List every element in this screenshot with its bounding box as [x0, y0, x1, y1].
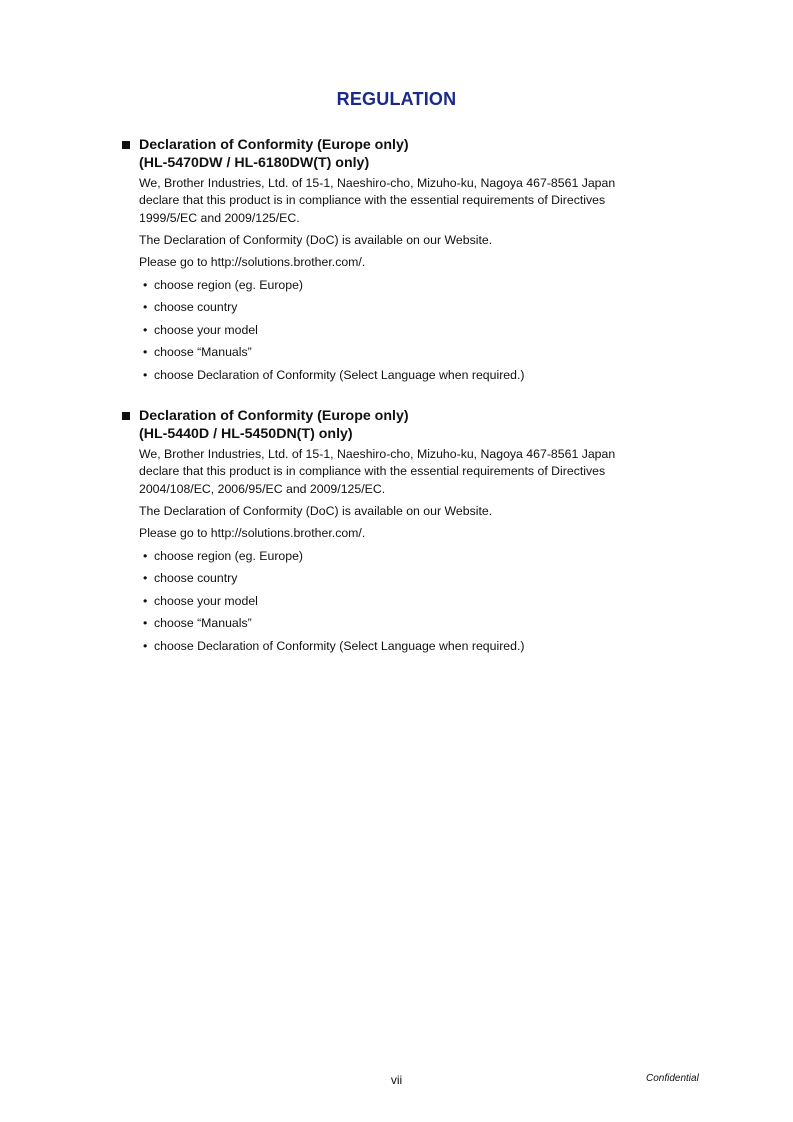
list-item-text: choose your model: [154, 322, 258, 337]
list-item: [139, 277, 682, 295]
page-title: REGULATION: [336, 89, 457, 109]
list-item-text: choose country: [154, 300, 238, 315]
bullet-dot-icon: •: [143, 638, 148, 653]
bullet-dot-icon: •: [143, 277, 148, 292]
bullet-dot-icon: •: [143, 300, 148, 315]
website-instruction: Please go to http://solutions.brother.com/.: [139, 526, 366, 541]
list-item: [139, 344, 682, 362]
section-body: [122, 446, 682, 655]
paragraph-line: 1999/5/EC and 2009/125/EC.: [139, 210, 300, 225]
bullet-dot-icon: •: [143, 548, 148, 563]
section-heading: [122, 407, 682, 443]
declaration-paragraph: [139, 446, 682, 498]
list-item: [139, 615, 682, 633]
page-number: vii: [390, 1073, 403, 1087]
list-item: [139, 322, 682, 340]
list-item-text: choose “Manuals”: [154, 616, 252, 631]
paragraph-line: 2004/108/EC, 2006/95/EC and 2009/125/EC.: [139, 481, 386, 496]
list-item: [139, 367, 682, 385]
list-item-text: choose Declaration of Conformity (Select Language when required.): [154, 638, 525, 653]
list-item-text: choose your model: [154, 593, 258, 608]
heading-title: Declaration of Conformity (Europe only): [139, 137, 409, 153]
confidential-label: Confidential: [646, 1073, 699, 1084]
doc-section-2: [122, 407, 682, 655]
square-bullet-icon: [122, 141, 130, 149]
bullet-dot-icon: •: [143, 571, 148, 586]
website-instruction: Please go to http://solutions.brother.com/.: [139, 255, 366, 270]
section-heading: [122, 136, 682, 172]
paragraph-line: We, Brother Industries, Ltd. of 15-1, Naeshiro-cho, Mizuho-ku, Nagoya 467-8561 Japan: [139, 447, 616, 461]
bullet-dot-icon: •: [143, 593, 148, 608]
section-body: [122, 175, 682, 384]
paragraph-line: declare that this product is in compliance with the essential requirements of Directives: [139, 464, 606, 479]
bullet-dot-icon: •: [143, 322, 148, 337]
list-item: [139, 638, 682, 656]
steps-list: [139, 277, 682, 385]
list-item-text: choose Declaration of Conformity (Select Language when required.): [154, 367, 525, 382]
list-item-text: choose “Manuals”: [154, 345, 252, 360]
list-item: [139, 548, 682, 566]
declaration-paragraph: [139, 175, 682, 227]
list-item-text: choose region (eg. Europe): [154, 548, 304, 563]
bullet-dot-icon: •: [143, 345, 148, 360]
square-bullet-icon: [122, 412, 130, 420]
list-item-text: choose country: [154, 571, 238, 586]
list-item: [139, 570, 682, 588]
doc-availability-text: The Declaration of Conformity (DoC) is available on our Website.: [139, 232, 493, 247]
bullet-dot-icon: •: [143, 367, 148, 382]
bullet-dot-icon: •: [143, 616, 148, 631]
heading-title: Declaration of Conformity (Europe only): [139, 408, 409, 424]
heading-models: (HL-5440D / HL-5450DN(T) only): [139, 426, 353, 442]
doc-availability-text: The Declaration of Conformity (DoC) is available on our Website.: [139, 503, 493, 518]
paragraph-line: declare that this product is in compliance with the essential requirements of Directives: [139, 193, 606, 208]
paragraph-line: We, Brother Industries, Ltd. of 15-1, Naeshiro-cho, Mizuho-ku, Nagoya 467-8561 Japan: [139, 176, 616, 190]
list-item: [139, 299, 682, 317]
list-item: [139, 593, 682, 611]
steps-list: [139, 548, 682, 656]
doc-section-1: [122, 136, 682, 384]
list-item-text: choose region (eg. Europe): [154, 277, 304, 292]
heading-models: (HL-5470DW / HL-6180DW(T) only): [139, 155, 370, 171]
